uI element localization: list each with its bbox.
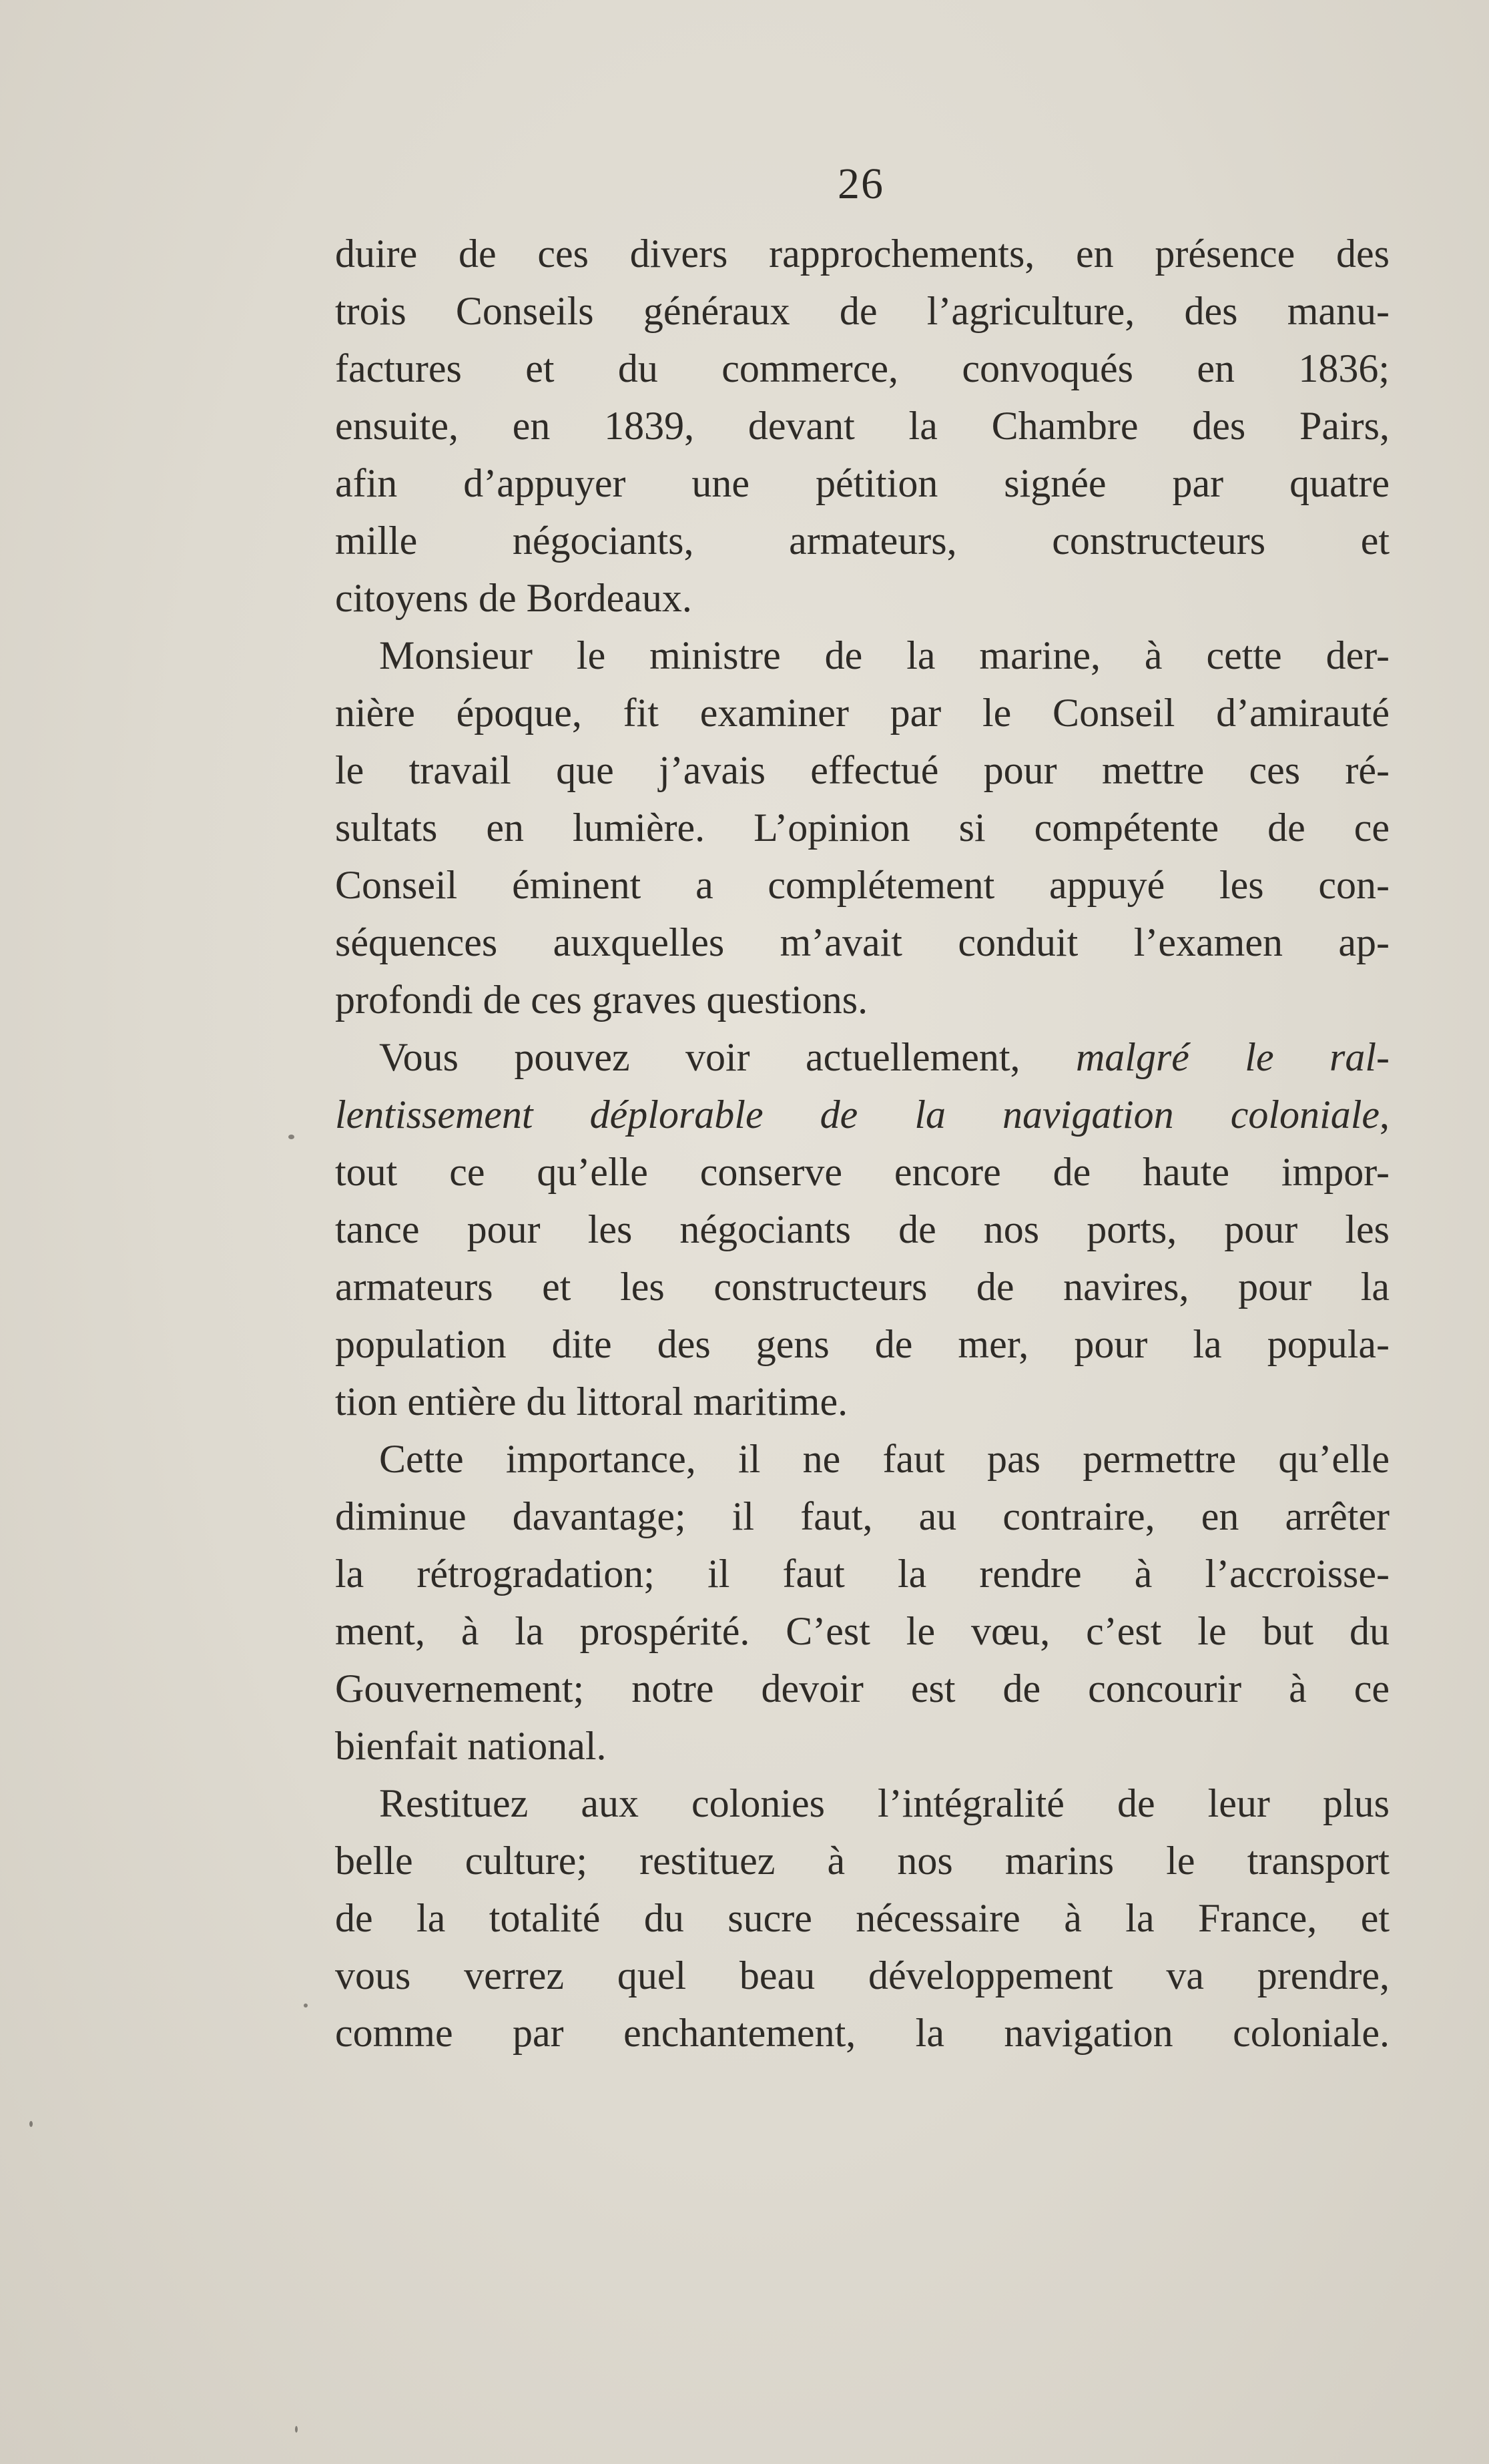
text-line: armateurs et les constructeurs de navires, pour la xyxy=(335,1265,1390,1309)
text-line: tance pour les négociants de nos ports, pour les xyxy=(335,1207,1390,1251)
paragraph-4 xyxy=(335,1430,1390,1775)
ink-speck xyxy=(29,2121,33,2127)
text-line: nière époque, fit examiner par le Conseil d’amirauté xyxy=(335,691,1390,735)
text-line: ment, à la prospérité. C’est le vœu, c’est le but du xyxy=(335,1609,1390,1653)
text-line: trois Conseils généraux de l’agriculture, des manu- xyxy=(335,289,1390,333)
italic-text: lentissement déplorable de la navigation coloniale xyxy=(335,1093,1380,1137)
text-line: belle culture; restituez à nos marins le transport xyxy=(335,1839,1390,1883)
text-line: le travail que j’avais effectué pour mettre ces ré- xyxy=(335,748,1390,792)
text-line: de la totalité du sucre nécessaire à la France, et xyxy=(335,1896,1390,1940)
body-text xyxy=(335,225,1390,2062)
text-line xyxy=(335,1028,1390,1086)
text-line: bienfait national. xyxy=(335,1724,607,1768)
text-line: population dite des gens de mer, pour la popula- xyxy=(335,1322,1390,1366)
text-run: Vous pouvez voir actuellement, xyxy=(379,1035,1076,1079)
text-line: tion entière du littoral maritime. xyxy=(335,1379,848,1424)
text-line: comme par enchantement, la navigation coloniale. xyxy=(335,2011,1390,2055)
text-line: sultats en lumière. L’opinion si compétente de ce xyxy=(335,806,1390,850)
text-line: duire de ces divers rapprochements, en présence des xyxy=(335,232,1390,276)
ink-speck xyxy=(295,2426,298,2433)
text-line xyxy=(335,1086,1390,1143)
ink-speck xyxy=(304,2004,308,2008)
text-line: diminue davantage; il faut, au contraire, en arrêter xyxy=(335,1494,1390,1538)
paragraph-1 xyxy=(335,225,1390,627)
text-line: Cette importance, il ne faut pas permettre qu’elle xyxy=(379,1437,1390,1481)
page-number: 26 xyxy=(838,160,884,208)
text-line: Conseil éminent a complétement appuyé les con- xyxy=(335,863,1390,907)
text-line: afin d’appuyer une pétition signée par quatre xyxy=(335,461,1390,505)
text-line: profondi de ces graves questions. xyxy=(335,978,868,1022)
text-line: la rétrogradation; il faut la rendre à l’accroisse- xyxy=(335,1552,1390,1596)
text-line: Monsieur le ministre de la marine, à cette der- xyxy=(379,633,1390,677)
text-line: Restituez aux colonies l’intégralité de leur plus xyxy=(379,1781,1390,1825)
paragraph-5 xyxy=(335,1775,1390,2062)
text-line: factures et du commerce, convoqués en 1836; xyxy=(335,346,1390,390)
text-line: ensuite, en 1839, devant la Chambre des Pairs, xyxy=(335,404,1390,448)
paragraph-3 xyxy=(335,1028,1390,1430)
text-line: citoyens de Bordeaux. xyxy=(335,576,692,620)
text-line: Gouvernement; notre devoir est de concourir à ce xyxy=(335,1666,1390,1711)
text-line: séquences auxquelles m’avait conduit l’examen ap- xyxy=(335,920,1390,964)
text-line: vous verrez quel beau développement va prendre, xyxy=(335,1953,1390,1997)
italic-text: malgré le ral- xyxy=(1075,1035,1390,1079)
text-line: tout ce qu’elle conserve encore de haute impor- xyxy=(335,1150,1390,1194)
paragraph-2 xyxy=(335,627,1390,1028)
text-line: mille négociants, armateurs, constructeurs et xyxy=(335,519,1390,563)
ink-speck xyxy=(288,1135,294,1139)
text-run: , xyxy=(1380,1093,1390,1137)
